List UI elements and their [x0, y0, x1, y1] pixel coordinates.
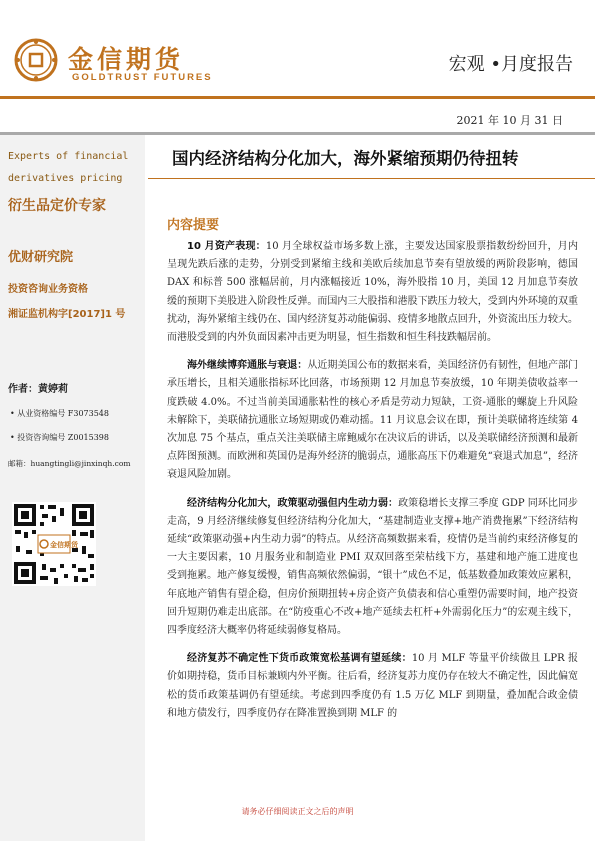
paragraph-lead: 经济结构分化加大，政策驱动强但内生动力弱： [187, 497, 399, 509]
footer-disclaimer: 请务必仔细阅读正文之后的声明 [241, 807, 354, 816]
paragraph-text: 政策稳增长支撑三季度 GDP 同环比同步走高，9 月经济继续修复但经济结构分化加大，“基建制造业支撑+地产消费拖累”下经济结构延续“政策驱动强+内生动力弱”的特点。从经济高频数据来看，疫情仍是当前约束经济修复的一大主要因素，10 月服务业和制造业 PMI 双双回落至荣枯线下方，基建和地产施工进度也受到拖累。地产修复缓慢，销售高频依然偏弱，“银十”成色不足，低基数叠加政策效应累积，年底地产销售有望企稳，但房价预期扭转+房企资产负债表和信心重塑仍需要时间，地产投资回升短期仍难走出底部。在“防疫重心不改+地产延续去杠杆+外需弱化压力”的宏观主线下，四季度经济大概率仍将延续弱修复格局。 [167, 497, 579, 637]
qr-code [12, 502, 96, 586]
author: 作者：黄婷莉 [8, 384, 68, 395]
goldtrust-coin-logo [14, 38, 58, 82]
paragraph-text: 10 月全球权益市场多数上涨，主要发达国家股票指数纷纷回升，月内呈现先跌后涨的走势，分别受到紧缩主线和美欧后续加息节奏有望放缓的两阶段影响，德国 DAX 和标普 500 涨幅居前，月内涨幅接近 10%，海外股指 10 月，美国 12 月加息节奏放缓的预期下美股进入阶段性反弹。而国内三大股指和港股下跌压力较大，受到内外环境的双重扰动，海外紧缩主线仍在、国内经济复苏动能偏弱、疫情多地散点回升，外资流出压力较大。而港股受到的内外负面因素冲击更为明显，恒生指数和恒生科技跌幅居前。 [167, 241, 579, 344]
sidebar-tagline-en: Experts of financial derivatives pricing [8, 151, 129, 184]
author-email: 邮箱：huangtingli@jinxinqh.com [8, 459, 131, 468]
header-divider [0, 96, 595, 99]
paragraph-lead: 经济复苏不确定性下货币政策宽松基调有望延续： [187, 653, 412, 665]
paragraph-lead: 海外继续博弈通胀与衰退： [187, 360, 308, 372]
institute-name: 优财研究院 [8, 250, 74, 265]
paragraph-lead: 10 月资产表现： [187, 241, 266, 252]
report-date: 2021 年 10 月 31 日 [456, 114, 563, 127]
summary-body [167, 238, 578, 733]
advisory-number: • 投资咨询编号 Z0015398 [10, 433, 109, 442]
license-number: • 从业资格编号 F3073548 [10, 409, 109, 418]
sidebar [0, 135, 145, 841]
summary-paragraph [167, 650, 578, 723]
brand-name-cn: 金信期货 [68, 45, 185, 74]
paragraph-text: 从近期美国公布的数据来看，美国经济仍有韧性，但地产部门承压增长，且相关通胀指标环比回落，市场预期 12 月加息节奏放缓，10 年期美债收益率一度跌破 4.0%。不过当前美国通胀粘性的核心矛盾是劳动力短缺，工资-通胀的螺旋上升风险未解除下，美联储抗通胀立场短期或仍难动摇。11 月议息会议在即，预计美联储将连续第 4 次加息 75 个基点，重点关注美联储主席鲍威尔在决议后的讲话，以及美联储经济预测和最新点阵图预测。而欧洲和英国仍是海外经济的脆弱点，通胀高压下仍难避免“衰退式加息”，经济衰退风险加剧。 [167, 360, 579, 481]
sidebar-tagline-cn: 衍生品定价专家 [8, 198, 106, 214]
brand-name-en: GOLDTRUST FUTURES [72, 72, 213, 83]
paragraph-text: 10 月 MLF 等量平价续做且 LPR 报价如期持稳，货币目标兼顾内外平衡。往后看，经济复苏力度仍存在较大不确定性，因此偏宽松的货币政策基调仍有望延续。考虑到四季度仍有 1.5 万亿 MLF 到期量，叠加配合政金债和地方债发行，四季度仍存在降准置换到期 MLF 的 [167, 653, 578, 719]
regulator-license: 湘证监机构字[2017]1 号 [8, 309, 126, 320]
title-divider [148, 178, 595, 179]
summary-paragraph [167, 238, 578, 347]
summary-heading: 内容提要 [167, 218, 220, 233]
report-type: 宏观 •月度报告 [448, 54, 573, 75]
qr-brand-label: 金信期货 [50, 541, 78, 549]
report-title: 国内经济结构分化加大，海外紧缩预期仍待扭转 [172, 149, 519, 168]
qualification: 投资咨询业务资格 [8, 284, 88, 295]
summary-paragraph [167, 357, 578, 484]
summary-paragraph [167, 495, 578, 641]
